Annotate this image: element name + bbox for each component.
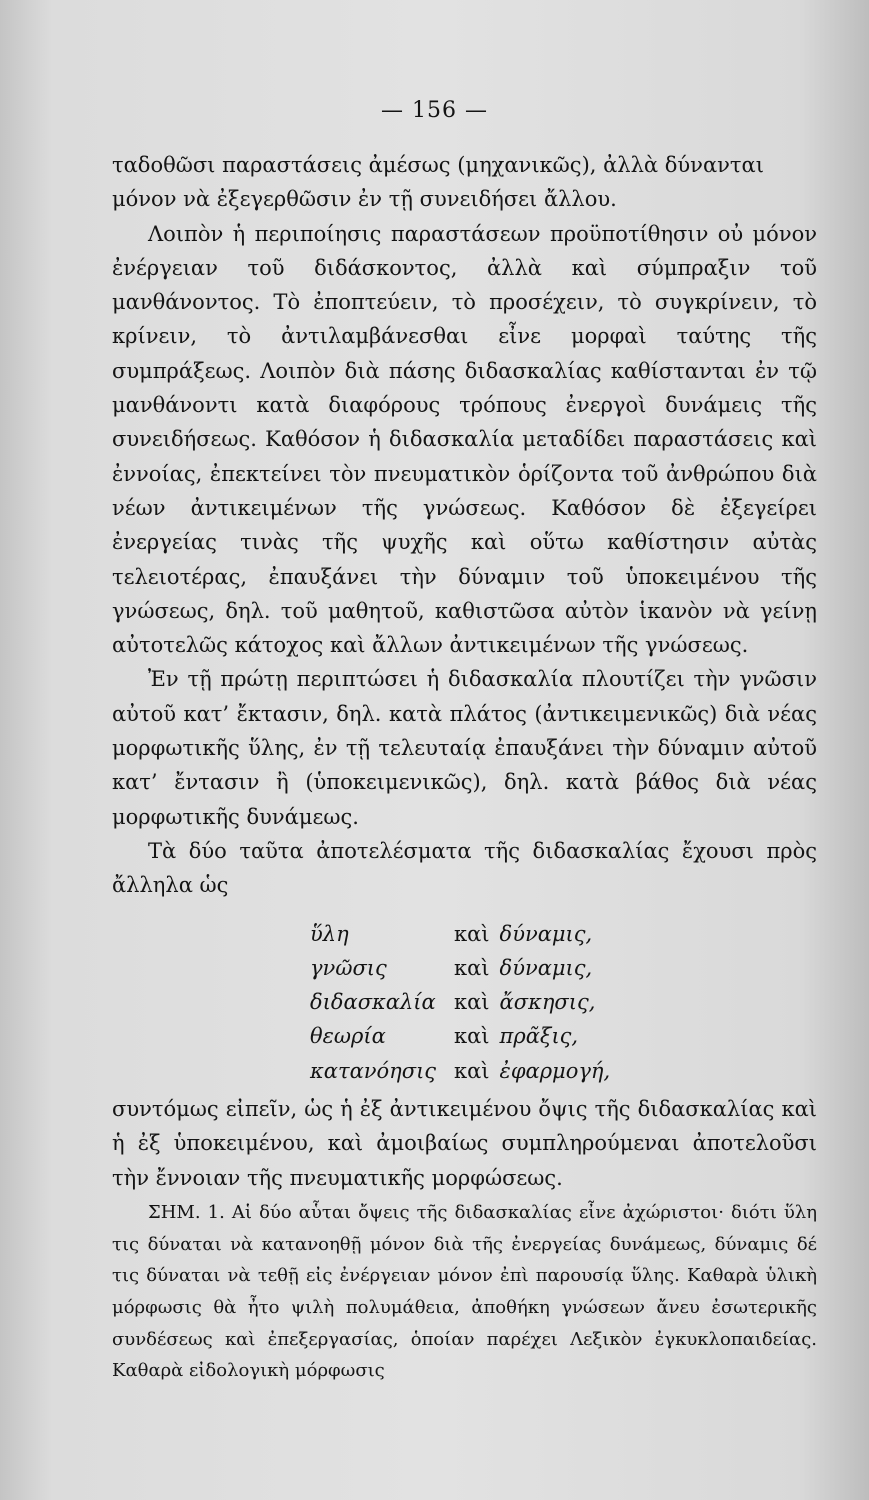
comparison-counterpart: ἐφαρμογή, bbox=[499, 1058, 611, 1083]
comparison-row bbox=[112, 1019, 817, 1053]
comparison-term: κατανόησις bbox=[310, 1058, 437, 1083]
paragraph: Λοιπὸν ἡ περιποίησις παραστάσεων προϋποτίθησιν οὐ μόνον ἐνέργειαν τοῦ διδάσκοντος, ἀλλὰ καὶ σύμπραξιν τοῦ μανθάνοντος. Τὸ ἐποπτεύειν, τὸ προσέχειν, τὸ συγκρίνειν, τὸ κρίνειν, τὸ ἀντιλαμβάνεσθαι εἶνε μορφαὶ ταύτης τῆς συμπράξεως. Λοιπὸν διὰ πάσης διδασκαλίας καθίστανται ἐν τῷ μανθάνοντι κατὰ διαφόρους τρόπους ἐνεργοὶ δυνάμεις τῆς συνειδήσεως. Καθόσον ἡ διδασκαλία μεταδίδει παραστάσεις καὶ ἐννοίας, ἐπεκτείνει τὸν πνευματικὸν ὁρίζοντα τοῦ ἀνθρώπου διὰ νέων ἀντικειμένων τῆς γνώσεως. Καθόσον δὲ ἐξεγείρει ἐνεργείας τινὰς τῆς ψυχῆς καὶ οὕτω καθίστησιν αὐτὰς τελειοτέρας, ἐπαυξάνει τὴν δύναμιν τοῦ ὑποκειμένου τῆς γνώσεως, δηλ. τοῦ μαθητοῦ, καθιστῶσα αὐτὸν ἱκανὸν νὰ γείνῃ αὐτοτελῶς κάτοχος καὶ ἄλλων ἀντικειμένων τῆς γνώσεως. bbox=[112, 221, 817, 658]
conjunction: καὶ bbox=[454, 1024, 490, 1049]
comparison-row bbox=[112, 951, 817, 985]
comparison-list bbox=[112, 917, 817, 1088]
comparison-term: διδασκαλία bbox=[310, 990, 436, 1015]
comparison-row bbox=[112, 917, 817, 951]
page-number: — 156 — bbox=[381, 98, 488, 123]
footnote: ΣΗΜ. 1. Αἱ δύο αὗται ὄψεις τῆς διδασκαλίας εἶνε ἀχώριστοι· διότι ὕλη τις δύναται νὰ κατανοηθῇ μόνον διὰ τῆς ἐνεργείας δυνάμεως, δύναμις δέ τις δύναται νὰ τεθῇ εἰς ἐνέργειαν μόνον ἐπὶ παρουσίᾳ ὕλης. Καθαρὰ ὑλικὴ μόρφωσις θὰ ἦτο ψιλὴ πολυμάθεια, ἀποθήκη γνώσεων ἄνευ ἐσωτερικῆς συνδέσεως καὶ ἐπεξεργασίας, ὁποίαν παρέχει Λεξικὸν ἐγκυκλοπαιδείας. Καθαρὰ εἰδολογικὴ μόρφωσις bbox=[112, 1201, 817, 1382]
comparison-counterpart: δύναμις, bbox=[499, 921, 593, 946]
conjunction: καὶ bbox=[454, 921, 490, 946]
body-text bbox=[112, 148, 817, 1387]
comparison-counterpart: δύναμις, bbox=[499, 955, 593, 980]
text-line: μόνον νὰ ἐξεγερθῶσιν ἐν τῇ συνειδήσει ἄλλου. bbox=[112, 187, 617, 212]
paragraph-continuation bbox=[112, 148, 817, 217]
comparison-term: θεωρία bbox=[310, 1024, 386, 1049]
conjunction: καὶ bbox=[454, 1058, 490, 1083]
paragraph: Τὰ δύο ταῦτα ἀποτελέσματα τῆς διδασκαλίας ἔχουσι πρὸς ἄλληλα ὡς bbox=[112, 838, 817, 898]
paragraph: Ἐν τῇ πρώτῃ περιπτώσει ἡ διδασκαλία πλουτίζει τὴν γνῶσιν αὐτοῦ κατ’ ἔκτασιν, δηλ. κατὰ πλάτος (ἀντικειμενικῶς) διὰ νέας μορφωτικῆς ὕλης, ἐν τῇ τελευταίᾳ ἐπαυξάνει τὴν δύναμιν αὐτοῦ κατ’ ἔντασιν ἢ (ὑποκειμενικῶς), δηλ. κατὰ βάθος διὰ νέας μορφωτικῆς δυνάμεως. bbox=[112, 667, 817, 829]
conjunction: καὶ bbox=[454, 955, 490, 980]
conclusion-paragraph: συντόμως εἰπεῖν, ὡς ἡ ἐξ ἀντικειμένου ὄψις τῆς διδασκαλίας καὶ ἡ ἐξ ὑποκειμένου, καὶ ἀμοιβαίως συμπληρούμεναι ἀποτελοῦσι τὴν ἔννοιαν τῆς πνευματικῆς μορφώσεως. bbox=[112, 1097, 817, 1190]
conjunction: καὶ bbox=[454, 990, 490, 1015]
comparison-row bbox=[112, 1054, 817, 1088]
comparison-term: ὕλη bbox=[310, 921, 349, 946]
comparison-term: γνῶσις bbox=[310, 955, 387, 980]
comparison-counterpart: πρᾶξις, bbox=[499, 1024, 579, 1049]
text-line: ταδοθῶσι παραστάσεις ἀμέσως (μηχανικῶς), ἀλλὰ δύνανται bbox=[112, 153, 764, 177]
comparison-counterpart: ἄσκησις, bbox=[499, 990, 596, 1015]
comparison-row bbox=[112, 985, 817, 1019]
